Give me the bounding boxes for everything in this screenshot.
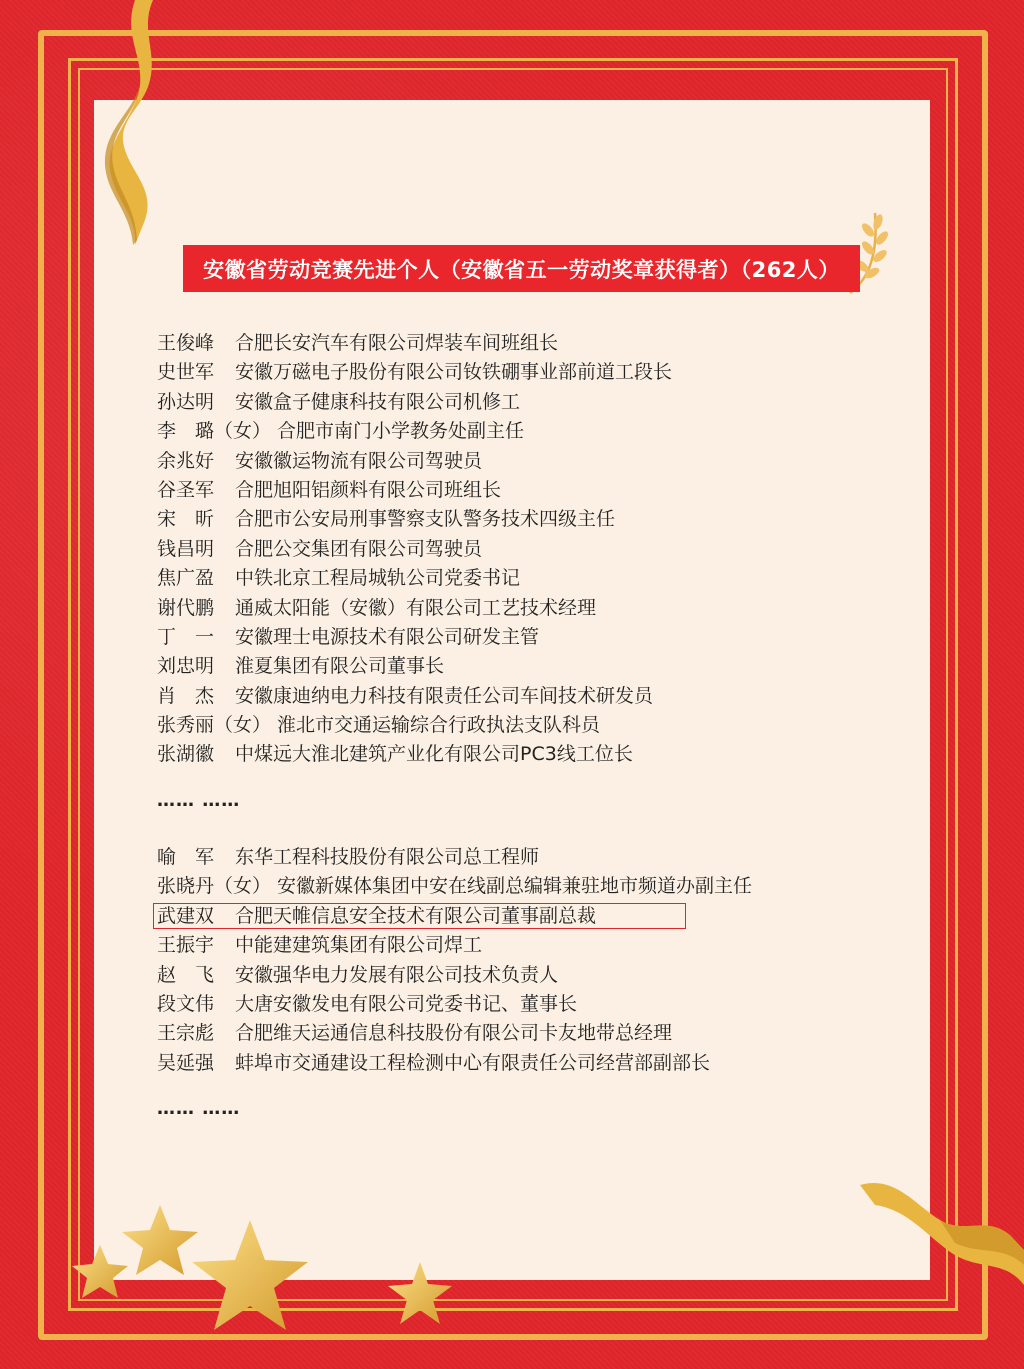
awardee-name: 钱昌明 [157, 537, 215, 560]
awardee-position: 中能建建筑集团有限公司焊工 [235, 934, 483, 957]
awardee-name: 王宗彪 [157, 1022, 215, 1045]
awardee-row-highlighted [157, 902, 752, 931]
awardee-position: 淮夏集团有限公司董事长 [235, 655, 445, 678]
awardee-row [157, 872, 752, 901]
awardee-row [157, 931, 752, 960]
awardee-name: 李 璐（女） [157, 420, 272, 443]
awardee-name: 张湖徽 [157, 743, 215, 766]
awardee-position: 安徽徽运物流有限公司驾驶员 [235, 449, 483, 472]
awardee-name: 宋 昕 [157, 508, 215, 531]
section-title: 安徽省劳动竞赛先进个人（安徽省五一劳动奖章获得者）（262人） [183, 245, 860, 292]
awardee-position: 安徽万磁电子股份有限公司钕铁硼事业部前道工段长 [235, 361, 673, 384]
awardee-row [157, 329, 672, 358]
awardee-position: 中煤远大淮北建筑产业化有限公司PC3线工位长 [235, 743, 633, 766]
awardee-row [157, 417, 672, 446]
awardee-name: 焦广盈 [157, 567, 215, 590]
awardee-position: 大唐安徽发电有限公司党委书记、董事长 [235, 992, 578, 1015]
ellipsis-separator: …… …… [157, 1098, 241, 1119]
awardee-row [157, 682, 672, 711]
awardee-name: 谷圣军 [157, 478, 215, 501]
awardee-name: 张秀丽（女） [157, 714, 272, 737]
awardee-list-2 [157, 843, 752, 1078]
awardee-position: 淮北市交通运输综合行政执法支队科员 [277, 714, 601, 737]
awardee-position: 合肥旭阳铝颜料有限公司班组长 [235, 478, 502, 501]
awardee-position: 东华工程科技股份有限公司总工程师 [235, 846, 540, 868]
awardee-position: 合肥维天运通信息科技股份有限公司卡友地带总经理 [235, 1022, 673, 1045]
awardee-position: 合肥公交集团有限公司驾驶员 [235, 537, 483, 560]
awardee-position: 通威太阳能（安徽）有限公司工艺技术经理 [235, 596, 597, 619]
awardee-name: 王俊峰 [157, 332, 215, 354]
awardee-name: 赵 飞 [157, 963, 215, 986]
awardee-position: 合肥长安汽车有限公司焊装车间班组长 [235, 332, 559, 354]
awardee-name: 张晓丹（女） [157, 875, 272, 898]
awardee-name: 肖 杰 [157, 684, 215, 707]
awardee-name: 余兆好 [157, 449, 215, 472]
stars-decoration-icon [60, 1200, 460, 1360]
awardee-name: 吴延强 [157, 1051, 215, 1074]
awardee-name: 刘忠明 [157, 655, 215, 678]
awardee-row [157, 1019, 752, 1048]
awardee-name: 喻 军 [157, 846, 215, 868]
awardee-row [157, 447, 672, 476]
awardee-row [157, 961, 752, 990]
awardee-row [157, 535, 672, 564]
awardee-row [157, 843, 752, 872]
awardee-row [157, 358, 672, 387]
awardee-name: 史世军 [157, 361, 215, 384]
awardee-row [157, 1049, 752, 1078]
awardee-row [157, 740, 672, 769]
awardee-position: 安徽新媒体集团中安在线副总编辑兼驻地市频道办副主任 [277, 875, 753, 898]
awardee-name: 孙达明 [157, 390, 215, 413]
awardee-name: 武建双 [157, 904, 215, 927]
awardee-name: 段文伟 [157, 992, 215, 1015]
ellipsis-separator: …… …… [157, 790, 241, 811]
awardee-name: 谢代鹏 [157, 596, 215, 619]
awardee-position: 安徽强华电力发展有限公司技术负责人 [235, 963, 559, 986]
awardee-row [157, 652, 672, 681]
awardee-position: 蚌埠市交通建设工程检测中心有限责任公司经营部副部长 [235, 1051, 711, 1074]
awardee-position: 合肥市公安局刑事警察支队警务技术四级主任 [235, 508, 616, 531]
awardee-row [157, 505, 672, 534]
awardee-position: 安徽盒子健康科技有限公司机修工 [235, 390, 521, 413]
awardee-row [157, 711, 672, 740]
awardee-list-1 [157, 329, 672, 770]
awardee-row [157, 476, 672, 505]
awardee-row [157, 623, 672, 652]
awardee-position: 合肥天帷信息安全技术有限公司董事副总裁 [235, 904, 597, 927]
awardee-name: 丁 一 [157, 625, 215, 648]
awardee-position: 合肥市南门小学教务处副主任 [277, 420, 525, 443]
ribbon-top-left-icon [95, 0, 165, 250]
awardee-row [157, 594, 672, 623]
awardee-row [157, 564, 672, 593]
awardee-row [157, 990, 752, 1019]
ribbon-bottom-right-icon [855, 1175, 1024, 1315]
awardee-row [157, 388, 672, 417]
awardee-position: 安徽理士电源技术有限公司研发主管 [235, 625, 540, 648]
awardee-position: 安徽康迪纳电力科技有限责任公司车间技术研发员 [235, 684, 654, 707]
awardee-position: 中铁北京工程局城轨公司党委书记 [235, 567, 521, 590]
awardee-name: 王振宇 [157, 934, 215, 957]
